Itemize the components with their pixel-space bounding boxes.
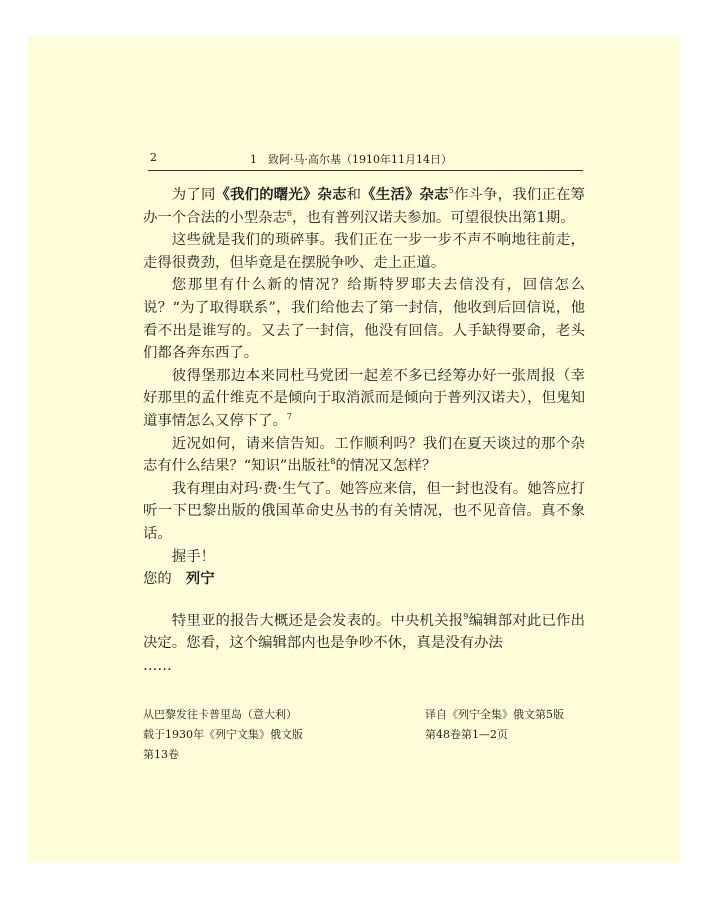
ellipsis: …… bbox=[143, 657, 172, 674]
footnote-ref-6[interactable]: 6 bbox=[286, 208, 293, 218]
page-number: 2 bbox=[150, 151, 157, 164]
postscript: 特里亚的报告大概还是会发表的。中央机关报$^9$编辑部对此已作出决定。您看，这个编辑部内也是争吵不休，真是没有办法 …… bbox=[143, 611, 585, 674]
source-line-1: 从巴黎发往卡普里岛（意大利） bbox=[143, 708, 297, 721]
running-header bbox=[148, 150, 583, 171]
footnote-ref-8[interactable]: 8 bbox=[330, 457, 336, 467]
translation-line-2: 第48卷第1—2页 bbox=[425, 728, 508, 741]
source-note-right bbox=[425, 705, 564, 745]
source-note-left bbox=[143, 705, 303, 765]
paragraph-4: 彼得堡那边本来同杜马党团一起差不多已经筹办好一张周报（幸好那里的孟什维克不是倾向于取消派而是倾向于普列汉诺夫），但鬼知道事情怎么又停下了。$^7$ bbox=[143, 367, 585, 429]
footnote-ref-5[interactable]: 5 bbox=[448, 186, 454, 195]
paragraph-6: 我有理由对玛·费·生气了。她答应来信，但一封也没有。她答应打听一下巴黎出版的俄国革命史丛书的有关情况，也不见音信。真不象话。 bbox=[143, 480, 585, 542]
footnote-ref-7[interactable]: 7 bbox=[286, 411, 293, 421]
source-line-2: 载于1930年《列宁文集》俄文版 bbox=[143, 728, 303, 741]
signature-name: 列宁 bbox=[185, 571, 215, 588]
translation-line-1: 译自《列宁全集》俄文第5版 bbox=[425, 708, 564, 721]
paragraph-1: 为了同《我们的曙光》杂志和《生活》杂志$^5$作斗争，我们正在筹办一个合法的小型杂志$^6$，也有普列汉诺夫参加。可望很快出第1期。 bbox=[143, 186, 585, 226]
paragraph-7: 握手！ bbox=[171, 548, 215, 565]
paragraph-5: 近况如何，请来信告知。工作顺利吗？我们在夏天谈过的那个杂志有什么结果？“知识”出版社$^8$的情况又怎样？ bbox=[143, 435, 585, 475]
header-title: 1 致阿·马·高尔基（1910年11月14日） bbox=[250, 153, 452, 166]
source-line-3: 第13卷 bbox=[143, 748, 179, 761]
footnote-ref-9[interactable]: 9 bbox=[463, 611, 469, 621]
journal-title-life: 《生活》杂志 bbox=[361, 187, 449, 203]
journal-title-our-dawn: 《我们的曙光》杂志 bbox=[215, 187, 347, 203]
paragraph-3: 您那里有什么新的情况？给斯特罗耶夫去信没有，回信怎么说？“为了取得联系”，我们给他去了第一封信，他收到后回信说，他看不出是谁写的。又去了一封信，他没有回信。人手缺得要命，老头们都各奔东西了。 bbox=[143, 277, 585, 362]
signature-line bbox=[143, 568, 585, 591]
letter-body bbox=[143, 184, 585, 677]
closing-phrase: 您的 bbox=[143, 571, 172, 588]
paragraph-2: 这些就是我们的琐碎事。我们正在一步一步不声不响地往前走，走得很费劲，但毕竟是在摆脱争吵、走上正道。 bbox=[143, 232, 585, 271]
